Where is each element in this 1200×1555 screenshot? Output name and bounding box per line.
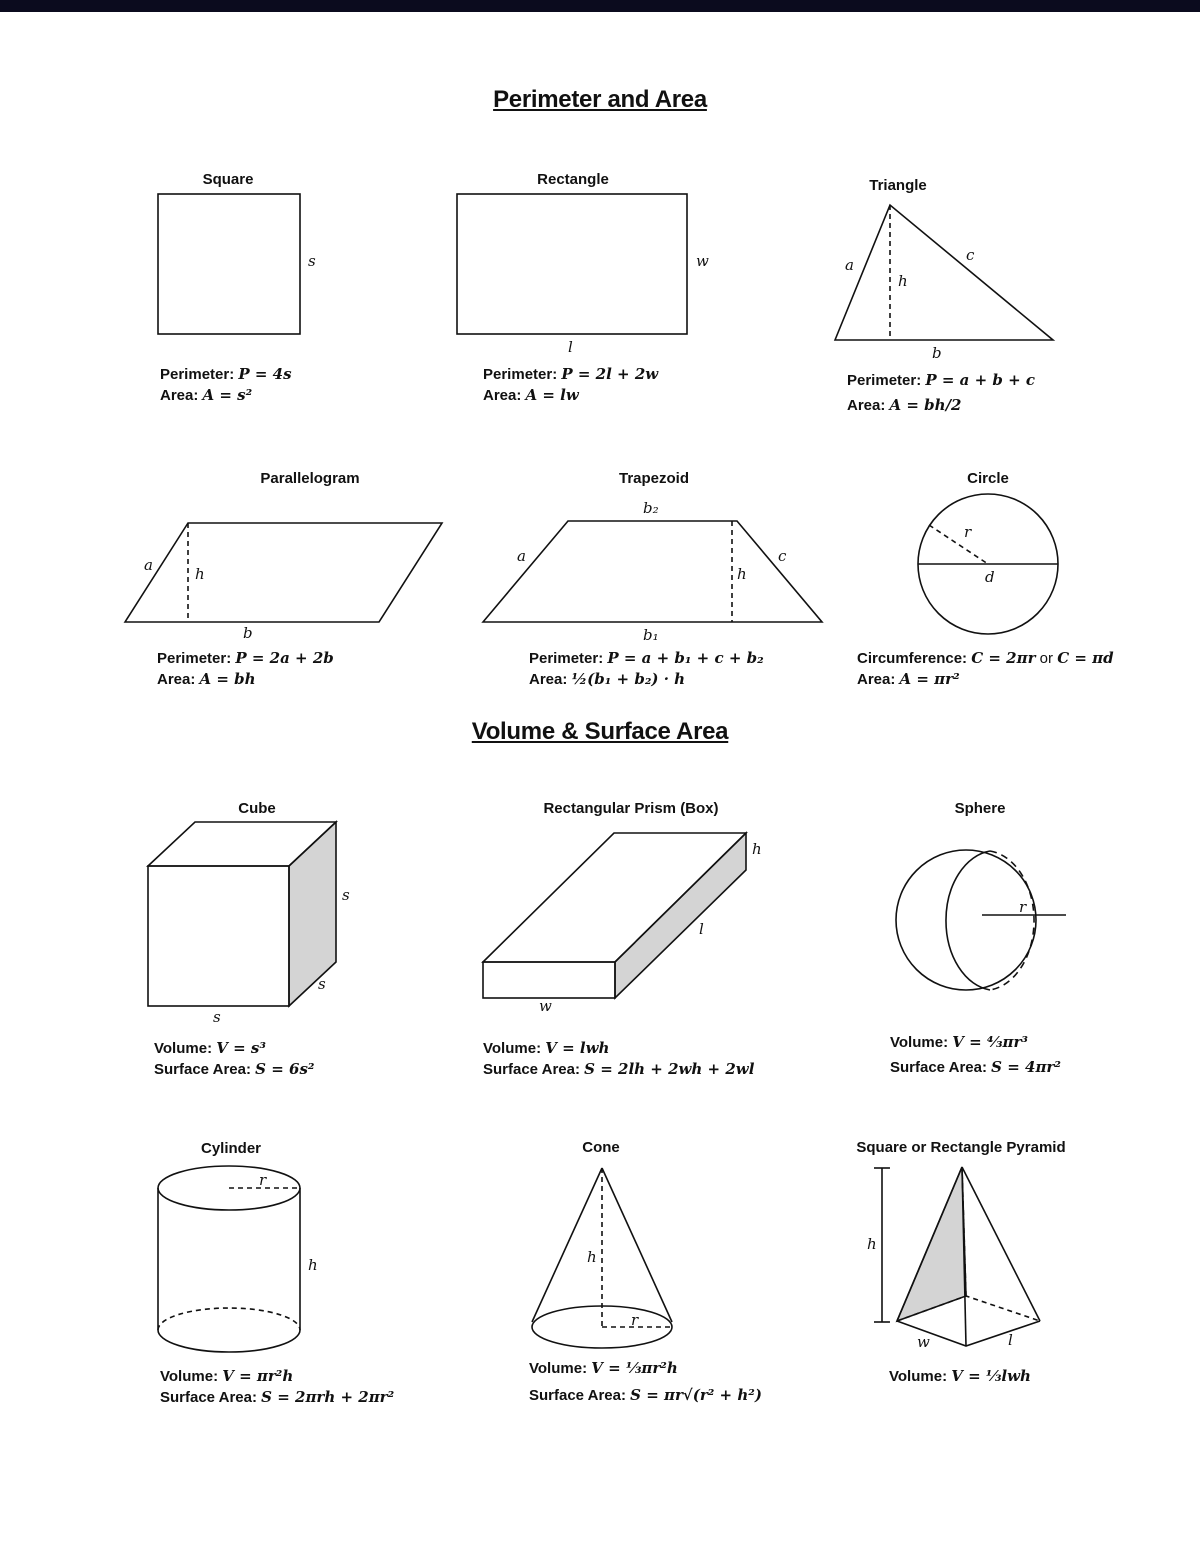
surface-area-label: Surface Area:	[890, 1059, 987, 1076]
circle-r-label: r	[964, 523, 972, 541]
area-formula: ½(b₁ + b₂) · h	[571, 670, 686, 688]
sphere-back-meridian	[990, 851, 1034, 990]
surface-area-label: Surface Area:	[529, 1387, 626, 1404]
parallelogram-title: Parallelogram	[260, 470, 360, 487]
volume-formula: V = lwh	[545, 1039, 610, 1057]
cube-formulas	[154, 1038, 314, 1080]
cube-width-label: s	[213, 1008, 221, 1026]
area-formula: A = bh/2	[889, 396, 962, 414]
surface-area-formula: S = 2lh + 2wh + 2wl	[584, 1060, 755, 1078]
triangle-formulas	[847, 370, 1035, 416]
surface-area-formula: S = 2πrh + 2πr²	[261, 1388, 395, 1406]
surface-area-formula: S = 4πr²	[991, 1058, 1061, 1076]
volume-formula: V = ⅓πr²h	[591, 1359, 678, 1377]
area-formula: A = s²	[202, 386, 253, 404]
area-label: Area:	[483, 387, 522, 404]
area-formula: A = bh	[199, 670, 256, 688]
sphere-shape	[896, 850, 1036, 990]
surface-area-formula: S = πr√(r² + h²)	[630, 1386, 762, 1404]
cube-depth-label: s	[318, 975, 326, 993]
trapezoid-formulas	[529, 648, 764, 690]
area-label: Area:	[847, 397, 886, 414]
cylinder-r-label: r	[259, 1171, 267, 1189]
triangle-c-label: c	[966, 246, 975, 264]
parallelogram-formulas	[157, 648, 334, 690]
cone-title: Cone	[582, 1139, 620, 1156]
area-label: Area:	[529, 671, 568, 688]
cone-formulas	[529, 1358, 762, 1406]
circle-title: Circle	[967, 470, 1009, 487]
perimeter-formula: P = 2a + 2b	[235, 649, 334, 667]
cylinder-h-label: h	[308, 1256, 318, 1274]
perimeter-formula: P = a + b + c	[925, 371, 1036, 389]
volume-label: Volume:	[483, 1040, 542, 1057]
cylinder-formulas	[160, 1366, 394, 1408]
perimeter-label: Perimeter:	[847, 372, 922, 389]
cylinder-title: Cylinder	[200, 1140, 262, 1157]
circumference-label: Circumference:	[857, 650, 968, 667]
cone-right-edge	[602, 1168, 672, 1322]
trapezoid-b1-label: b₁	[643, 626, 659, 644]
triangle-shape	[835, 205, 1053, 340]
area-label: Area:	[157, 671, 196, 688]
parallelogram-b-label: b	[243, 624, 253, 642]
pyramid-w-label: w	[917, 1333, 930, 1351]
volume-label: Volume:	[160, 1368, 219, 1385]
volume-formula: V = s³	[216, 1039, 266, 1057]
area-formula: A = πr²	[899, 670, 960, 688]
box-front-face	[483, 962, 615, 998]
pyramid-formulas	[889, 1366, 1031, 1387]
surface-area-label: Surface Area:	[483, 1061, 580, 1078]
cone-left-edge	[532, 1168, 602, 1322]
rectangle-length-label: l	[568, 338, 573, 356]
triangle-h-label: h	[898, 272, 908, 290]
area-label: Area:	[160, 387, 199, 404]
pyramid-h-label: h	[867, 1235, 877, 1253]
perimeter-label: Perimeter:	[483, 366, 558, 383]
cone-r-label: r	[631, 1311, 639, 1329]
pyramid-l-label: l	[1008, 1331, 1013, 1349]
box-l-label: l	[699, 920, 704, 938]
perimeter-formula: P = 4s	[238, 365, 292, 383]
rectangle-formulas	[483, 364, 658, 406]
trapezoid-title: Trapezoid	[618, 470, 690, 487]
rectangle-title: Rectangle	[537, 171, 609, 188]
square-shape	[158, 194, 300, 334]
volume-label: Volume:	[889, 1368, 948, 1385]
sphere-title: Sphere	[954, 800, 1006, 817]
square-title: Square	[202, 171, 254, 188]
cylinder-bottom-front	[158, 1330, 300, 1352]
box-w-label: w	[539, 997, 552, 1015]
cube-title: Cube	[238, 800, 276, 817]
surface-area-formula: S = 6s²	[255, 1060, 315, 1078]
circumference-formula-2: C = πd	[1057, 649, 1114, 667]
circle-formulas	[857, 648, 1114, 690]
volume-formula: V = πr²h	[222, 1367, 294, 1385]
sphere-r-label: r	[1019, 898, 1027, 916]
volume-formula: V = ⁴⁄₃πr³	[952, 1033, 1028, 1051]
volume-label: Volume:	[154, 1040, 213, 1057]
square-side-label: s	[308, 252, 316, 270]
trapezoid-b2-label: b₂	[643, 499, 659, 517]
box-side-face	[615, 833, 746, 998]
box-formulas	[483, 1038, 754, 1080]
heading-perimeter-area: Perimeter and Area	[493, 86, 707, 113]
trapezoid-a-label: a	[517, 547, 526, 565]
cone-h-label: h	[587, 1248, 597, 1266]
parallelogram-shape	[125, 523, 442, 622]
perimeter-label: Perimeter:	[160, 366, 235, 383]
circumference-formula: C = 2πr	[971, 649, 1036, 667]
cylinder-bottom-back	[158, 1308, 300, 1330]
cube-front-face	[148, 866, 289, 1006]
circle-d-label: d	[985, 568, 995, 586]
rectangle-width-label: w	[696, 252, 709, 270]
perimeter-label: Perimeter:	[157, 650, 232, 667]
box-h-label: h	[752, 840, 762, 858]
triangle-b-label: b	[932, 344, 942, 362]
trapezoid-c-label: c	[778, 547, 787, 565]
or-text: or	[1039, 650, 1054, 667]
trapezoid-h-label: h	[737, 565, 747, 583]
cube-height-label: s	[342, 886, 350, 904]
cube-side-face	[289, 822, 336, 1006]
trapezoid-shape	[483, 521, 822, 622]
circle-radius-line	[929, 525, 988, 564]
surface-area-label: Surface Area:	[154, 1061, 251, 1078]
volume-label: Volume:	[529, 1360, 588, 1377]
sphere-formulas	[890, 1032, 1061, 1078]
triangle-title: Triangle	[869, 177, 927, 194]
area-label: Area:	[857, 671, 896, 688]
rectangle-shape	[457, 194, 687, 334]
square-formulas	[160, 364, 292, 406]
pyramid-title: Square or Rectangle Pyramid	[856, 1139, 1066, 1156]
perimeter-formula: P = 2l + 2w	[561, 365, 659, 383]
perimeter-label: Perimeter:	[529, 650, 604, 667]
volume-formula: V = ⅓lwh	[951, 1367, 1031, 1385]
parallelogram-h-label: h	[195, 565, 205, 583]
sphere-front-meridian	[946, 851, 990, 990]
heading-volume-surface: Volume & Surface Area	[471, 718, 729, 745]
surface-area-label: Surface Area:	[160, 1389, 257, 1406]
area-formula: A = lw	[525, 386, 579, 404]
box-title: Rectangular Prism (Box)	[543, 800, 719, 817]
triangle-a-label: a	[845, 256, 854, 274]
parallelogram-a-label: a	[144, 556, 153, 574]
volume-label: Volume:	[890, 1034, 949, 1051]
perimeter-formula: P = a + b₁ + c + b₂	[607, 649, 764, 667]
